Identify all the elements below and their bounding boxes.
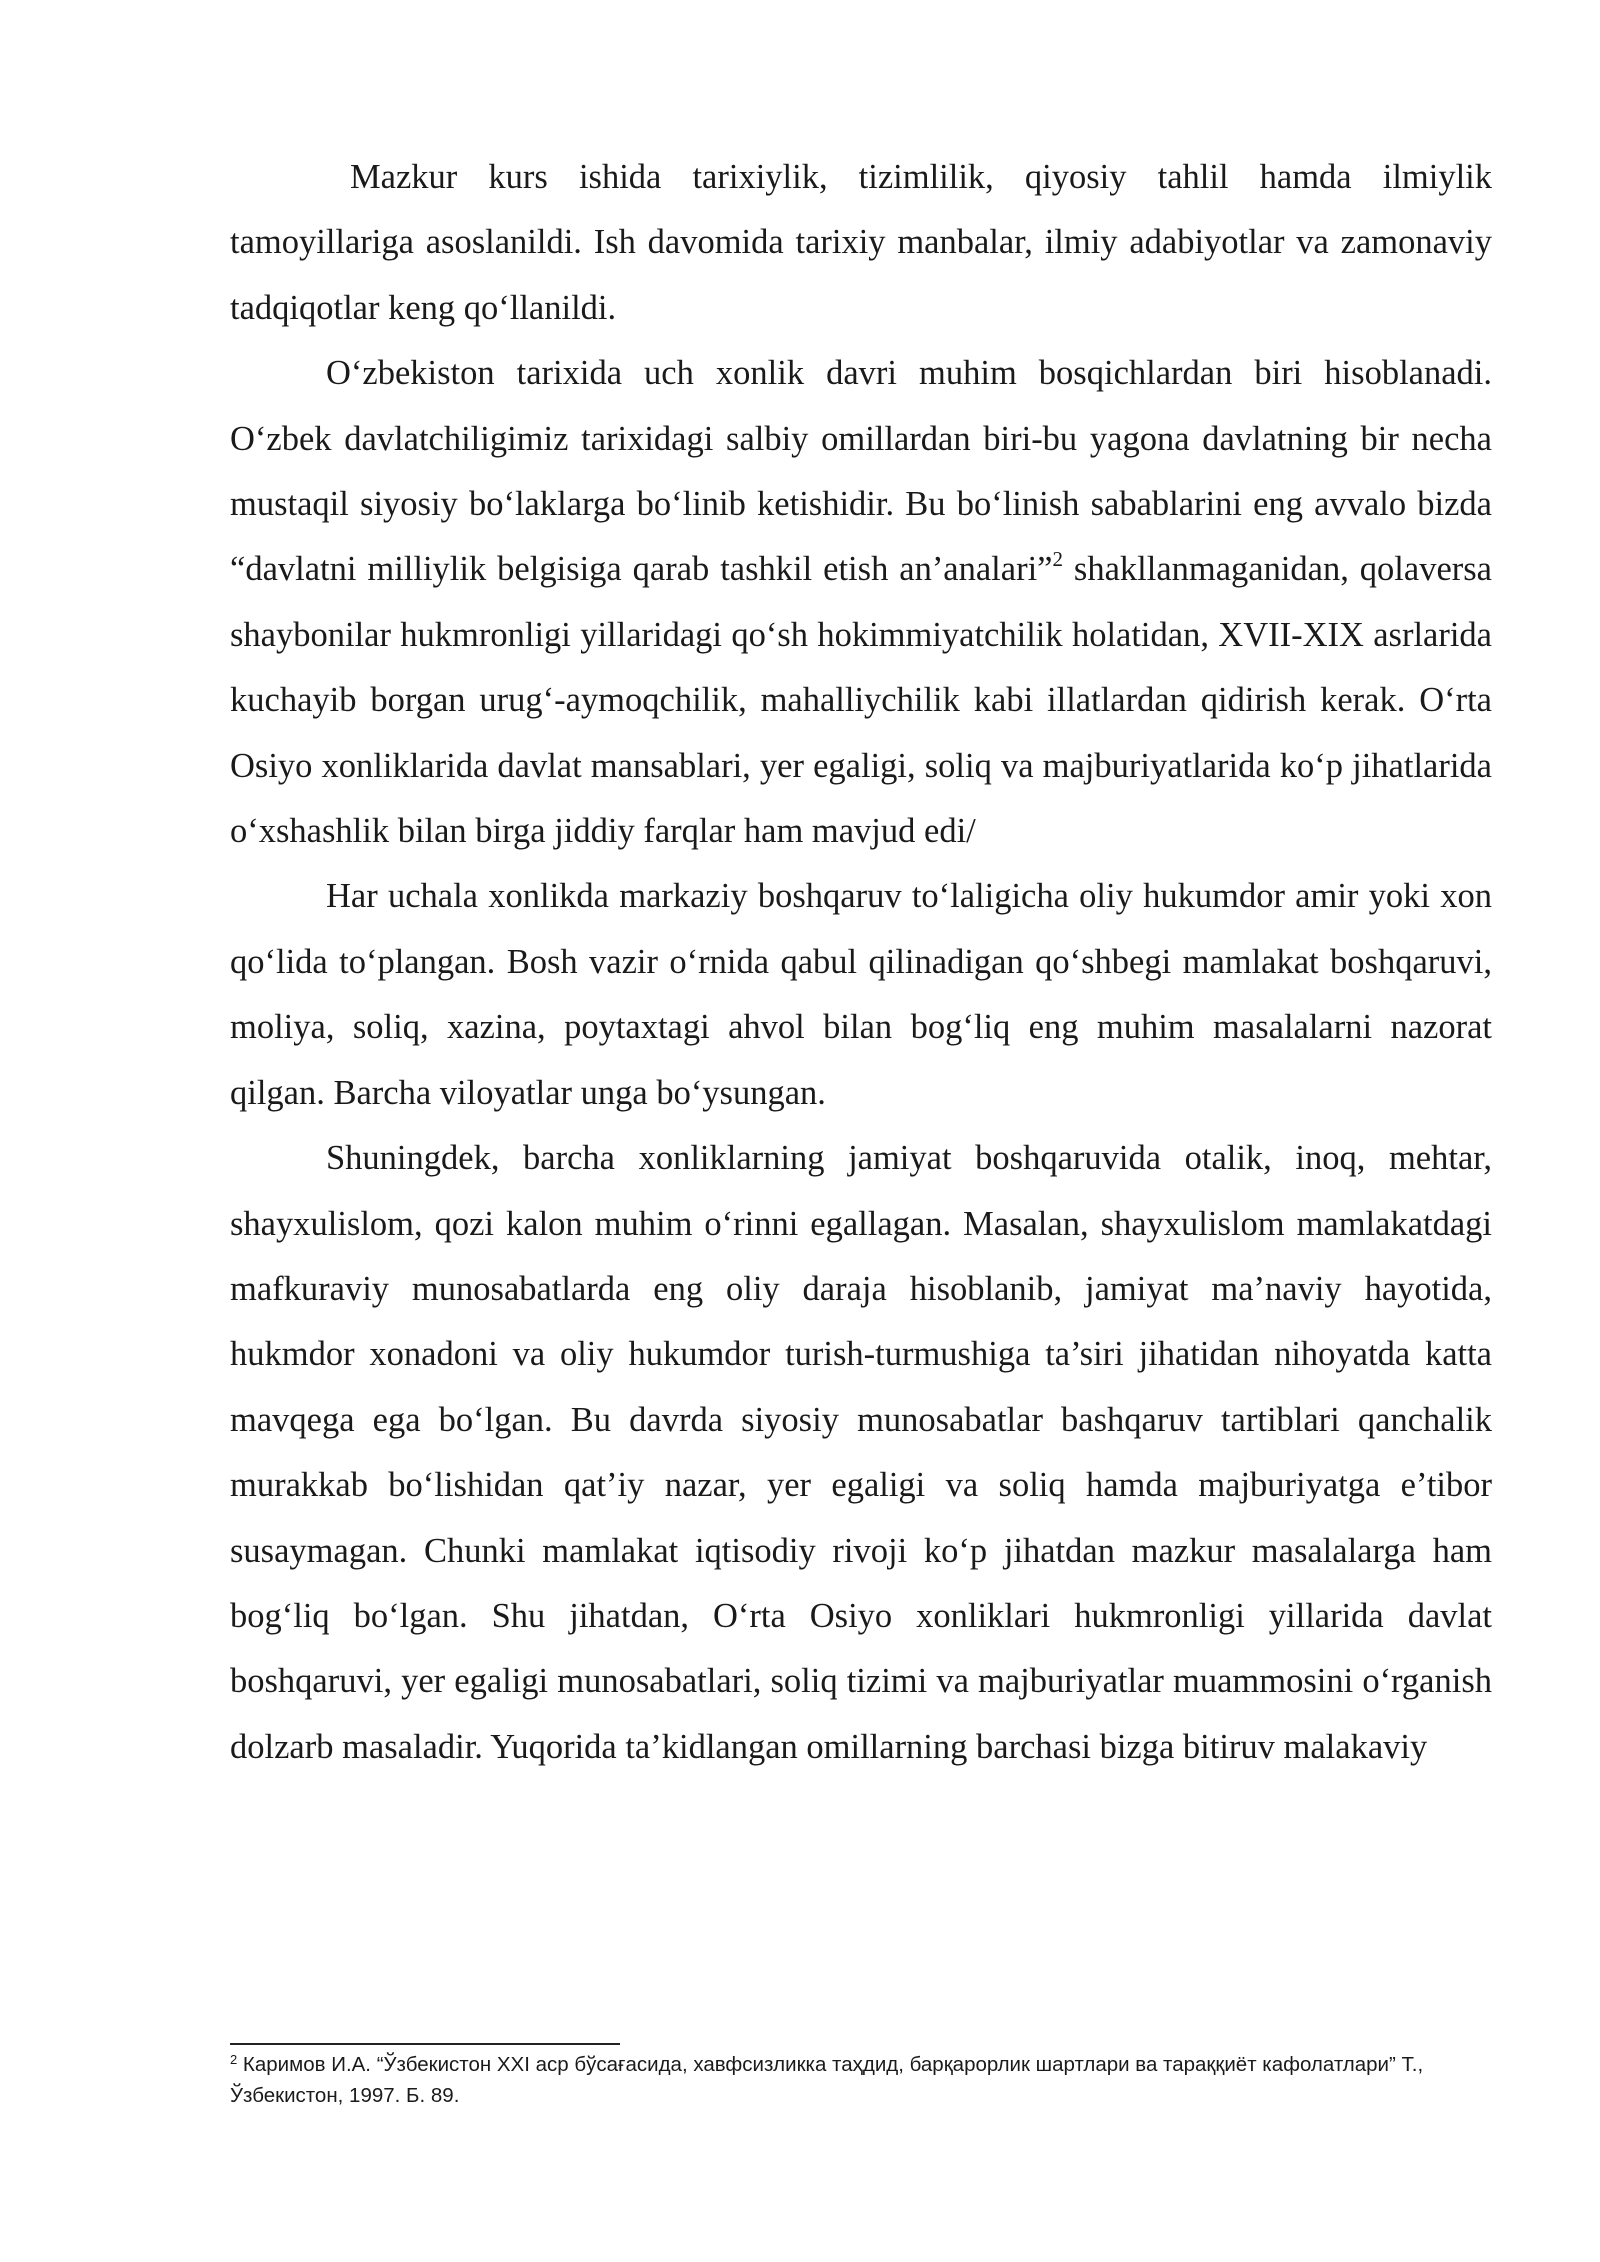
paragraph-officials: Shuningdek, barcha xonliklarning jamiyat boshqaruvida otalik, inoq, mehtar, shayxulislom, qozi kalon muhim o‘rinni egallagan. Masalan, shayxulislom mamlakatdagi mafkuraviy munosabatlarda eng oliy daraja hisoblanib, jamiyat ma’naviy hayotida, hukmdor xonadoni va oliy hukumdor turish-turmushiga ta’siri jihatidan nihoyatda katta mavqega ega bo‘lgan. Bu davrda siyosiy munosabatlar bashqaruv tartiblari qanchalik murakkab bo‘lishidan qat’iy nazar, yer egaligi va soliq hamda majburiyatga e’tibor susaymagan. Chunki mamlakat iqtisodiy rivoji ko‘p jihatdan mazkur masalalarga ham bog‘liq bo‘lgan. Shu jihatdan, O‘rta Osiyo xonliklari hukmronligi yillarida davlat boshqaruvi, yer egaligi munosabatlari, soliq tizimi va majburiyatlar muammosini o‘rganish dolzarb masaladir. Yuqorida ta’kidlangan omillarning barchasi bizga bitiruv malakaviy (230, 1139, 1492, 1766)
footnote (230, 2049, 1492, 2111)
footnote-reference[interactable]: 2 (1052, 547, 1063, 572)
paragraph-text: shakllanmaganidan, qolaversa shaybonilar hukmronligi yillaridagi qo‘sh hokimmiyatchilik holatidan, XVII-XIX asrlarida kuchayib borgan urug‘-aymoqchilik, mahalliychilik kabi illatlardan qidirish kerak. O‘rta Osiyo xonliklarida davlat mansablari, yer egaligi, soliq va majburiyatlarida ko‘p jihatlarida o‘xshashlik bilan birga jiddiy farqlar ham mavjud edi/ (230, 550, 1492, 851)
paragraph-khanates-division (230, 341, 1492, 864)
footnote-separator (230, 2043, 620, 2045)
paragraph-central-administration: Har uchala xonlikda markaziy boshqaruv to‘laligicha oliy hukumdor amir yoki xon qo‘lida to‘plangan. Bosh vazir o‘rnida qabul qilinadigan qo‘shbegi mamlakat boshqaruvi, moliya, soliq, xazina, poytaxtagi ahvol bilan bog‘liq eng muhim masalalarni nazorat qilgan. Barcha viloyatlar unga bo‘ysungan. (230, 877, 1492, 1112)
footnote-text: Каримов И.А. “Ўзбекистон XXI аср бўсағасида, хавфсизликка таҳдид, барқарорлик шартлари ва тараққиёт кафолатлари” Т., Ўзбекистон, 1997. Б. 89. (230, 2053, 1424, 2107)
footnote-number: 2 (230, 2052, 238, 2067)
paragraph-methodology: Mazkur kurs ishida tarixiylik, tizimlilik, qiyosiy tahlil hamda ilmiylik tamoyillariga asoslanildi. Ish davomida tarixiy manbalar, ilmiy adabiyotlar va zamonaviy tadqiqotlar keng qo‘llanildi. (230, 158, 1492, 327)
paragraph-text: O‘zbekiston tarixida uch xonlik davri muhim bosqichlardan biri hisoblanadi. O‘zbek davlatchiligimiz tarixidagi salbiy omillardan biri-bu yagona davlatning bir necha mustaqil siyosiy bo‘laklarga bo‘linib ketishidir. Bu bo‘linish sabablarini eng avvalo bizda “davlatni milliylik belgisiga qarab tashkil etish an’analari” (230, 354, 1492, 589)
body-text (230, 145, 1492, 1780)
